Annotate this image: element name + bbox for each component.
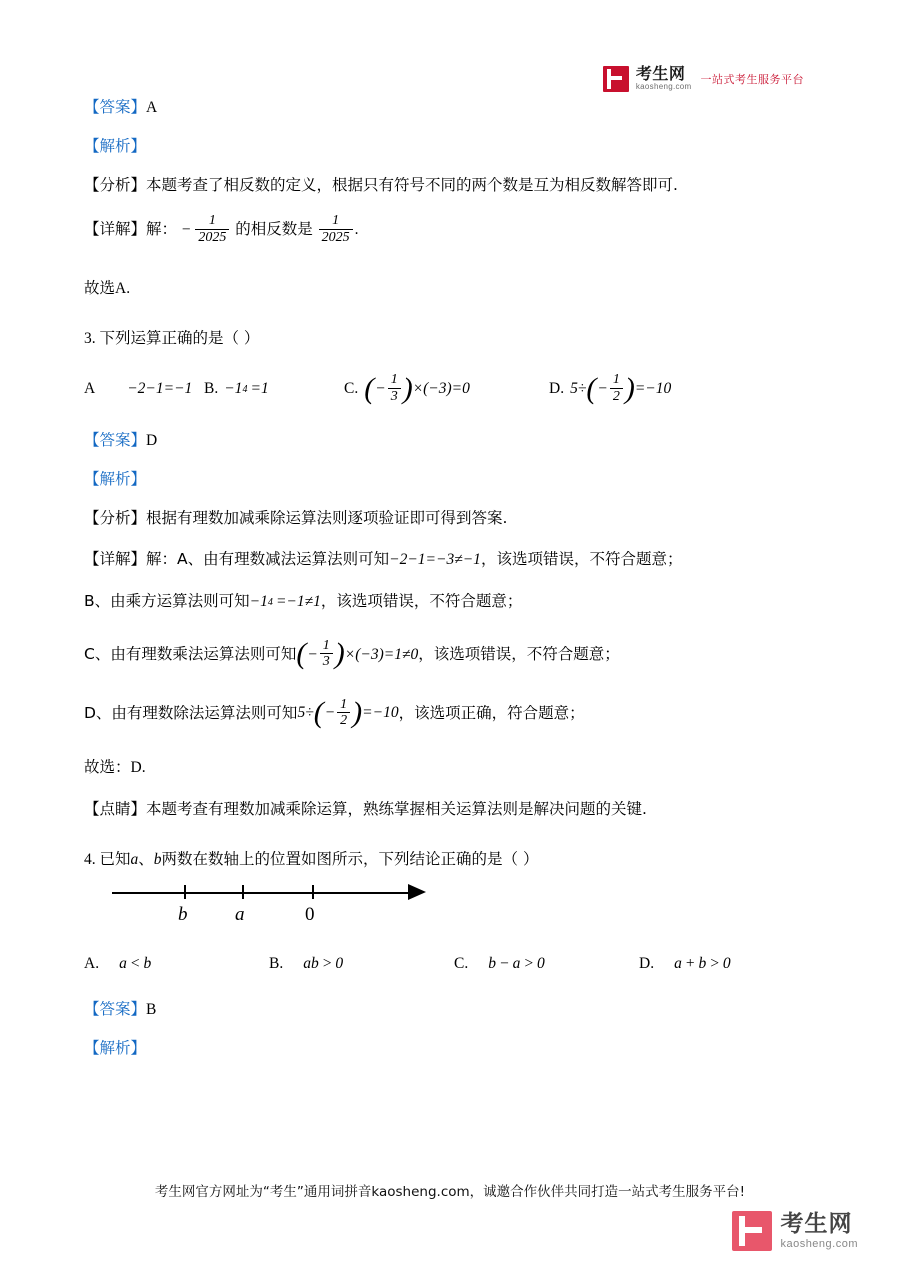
q4-var-b: b [153,850,162,868]
q3-xiangjie-tag: 【详解】 [84,550,147,569]
q3-line-d-head: D、由有理数除法运算法则可知 [84,703,298,722]
footer-logo-sub: kaosheng.com [780,1237,858,1250]
q2-xiangjie-prefix: 解： [146,220,178,239]
q3-analysis-tag-line [84,467,784,493]
q4-option-b[interactable]: B. ab > 0 [269,952,454,977]
q3-line-b-math: −1 4 =−1≠1 [249,593,321,611]
number-line-figure [112,878,442,940]
number-line-tick-zero [312,885,314,899]
q2-answer-line [84,95,784,121]
q4-option-d-math: a + b > 0 [674,955,731,973]
number-line-arrow [408,884,426,900]
q3-option-b[interactable]: B. −1 4 =1 [204,377,344,402]
q3-option-b-math: −1 4 =1 [224,380,269,398]
q3-line-c-tail: ，该选项错误，不符合题意； [418,644,620,663]
q3-line-d-tail: ，该选项正确，符合题意； [398,703,585,722]
q4-stem-comma: 、 [138,849,154,868]
q3-stem-line [84,326,784,352]
q3-conclusion: 故选：D. [84,758,146,776]
q3-number: 3. [84,329,96,347]
q3-stem-text: 下列运算正确的是（ ） [99,328,260,347]
q4-number: 4. [84,850,96,868]
number-line-tick-a [242,885,244,899]
q2-xiangjie-line [84,214,784,247]
q2-fenxi-tag: 【分析】 [84,175,147,194]
q4-stem-p1: 已知 [99,849,131,868]
q3-fenxi-tag: 【分析】 [84,508,147,527]
q3-fenxi-line [84,506,784,532]
q4-option-d[interactable]: D. a + b > 0 [639,952,731,977]
header-logo [603,66,804,92]
q3-option-a[interactable]: A −2−1=−1 [84,377,204,402]
q3-line-b-tail: ，该选项错误，不符合题意； [320,592,523,611]
q2-math-fraction-positive [317,214,355,246]
q3-dianjing-text: 本题考查有理数加减乘除运算，熟练掌握相关运算法则是解决问题的关键. [146,799,647,818]
fraction-1-2025: $\frac{1}{2025}$ [195,213,229,245]
q3-options-row [84,373,784,405]
q3-line-c-math: ( − $\frac{1}{3}$ ) ×(−3)=1≠0 [296,637,419,671]
footer-logo [732,1211,858,1251]
q2-answer-tag: 【答案】 [84,98,147,116]
q3-option-a-math: −2−1=−1 [127,380,193,398]
q3-answer-line [84,428,784,454]
number-line-label-zero: 0 [305,904,315,926]
q3-line-a [84,547,784,573]
q4-answer-value: B [146,1001,157,1019]
document-content [84,95,784,1078]
number-line-axis [112,892,412,894]
q3-option-d-math: 5÷ ( − $\frac{1}{2}$ ) =−10 [570,371,672,405]
number-line-label-a: a [235,904,245,926]
kaosheng-logo-icon [603,66,629,92]
q4-option-c[interactable]: C. b − a > 0 [454,952,639,977]
footer-note: 考生网官方网址为“考生”通用词拼音kaosheng.com，诚邀合作伙伴共同打造一站式考生服务平台! [154,1184,746,1200]
q2-fenxi-line [84,173,784,199]
q3-line-b [84,589,784,615]
q4-analysis-tag-line [84,1036,784,1062]
q4-options-row [84,952,784,977]
q2-xiangjie-end: . [354,221,359,239]
q3-line-b-head: B、由乘方运算法则可知 [84,592,250,611]
q3-option-c[interactable]: C. ( − $\frac{1}{3}$ ) ×(−3)=0 [344,371,470,405]
q2-xiangjie-tag: 【详解】 [84,220,147,239]
q4-stem-line [84,847,784,873]
q3-option-c-math: ( − $\frac{1}{3}$ ) ×(−3)=0 [364,371,470,405]
q4-answer-tag: 【答案】 [84,1000,147,1019]
q3-option-d[interactable]: D. 5÷ ( − $\frac{1}{2}$ ) =−10 [549,371,672,405]
q3-line-c [84,639,784,671]
q4-option-c-math: b − a > 0 [488,955,545,973]
q4-analysis-tag: 【解析】 [84,1038,147,1057]
q3-answer-value: D [146,431,158,449]
q3-analysis-tag: 【解析】 [84,469,147,488]
footer-logo-text [780,1212,858,1249]
q2-analysis-tag: 【解析】 [84,136,147,155]
q2-xiangjie-mid: 的相反数是 [235,220,313,239]
number-line-tick-b [184,885,186,899]
q3-line-d-math: 5÷ ( − $\frac{1}{2}$ ) =−10 [297,695,399,729]
q2-math-negative-fraction: − $\frac{1}{2025}$ [181,214,231,246]
header-logo-sub: kaosheng.com [635,82,692,92]
q4-option-b-math: ab > 0 [303,955,344,973]
q4-stem-p2: 两数在数轴上的位置如图所示，下列结论正确的是（ ） [161,849,539,868]
fraction-1-2025-positive: $\frac{1}{2025}$ [319,213,353,245]
q2-analysis-tag-line [84,134,784,160]
q3-line-a-head: 解：A、由有理数减法运算法则可知 [146,550,390,569]
kaosheng-footer-logo-icon [732,1211,772,1251]
q3-dianjing-tag: 【点睛】 [84,799,147,818]
q2-answer-value: A [146,99,158,116]
q4-option-a[interactable]: A. a < b [84,952,269,977]
header-logo-text [636,66,692,91]
q3-line-a-math: −2−1=−3≠−1 [389,551,481,569]
q3-line-d [84,695,784,730]
q3-fenxi-text: 根据有理数加减乘除运算法则逐项验证即可得到答案. [146,508,508,527]
footer-logo-main: 考生网 [780,1211,853,1238]
q4-option-a-math: a < b [119,955,152,973]
q3-line-c-head: C、由有理数乘法运算法则可知 [84,644,297,663]
q3-answer-tag: 【答案】 [84,430,147,449]
header-logo-main: 考生网 [635,64,686,84]
q4-answer-line [84,997,784,1023]
q4-var-a: a [130,850,139,868]
q2-fenxi-text: 本题考查了相反数的定义，根据只有符号不同的两个数是互为相反数解答即可. [146,175,678,194]
header-tagline: 一站式考生服务平台 [700,73,804,86]
q3-line-a-tail: ，该选项错误，不符合题意； [480,550,683,569]
q2-conclusion: 故选A. [84,279,131,297]
number-line-label-b: b [178,904,188,926]
q3-dianjing-line [84,797,784,823]
